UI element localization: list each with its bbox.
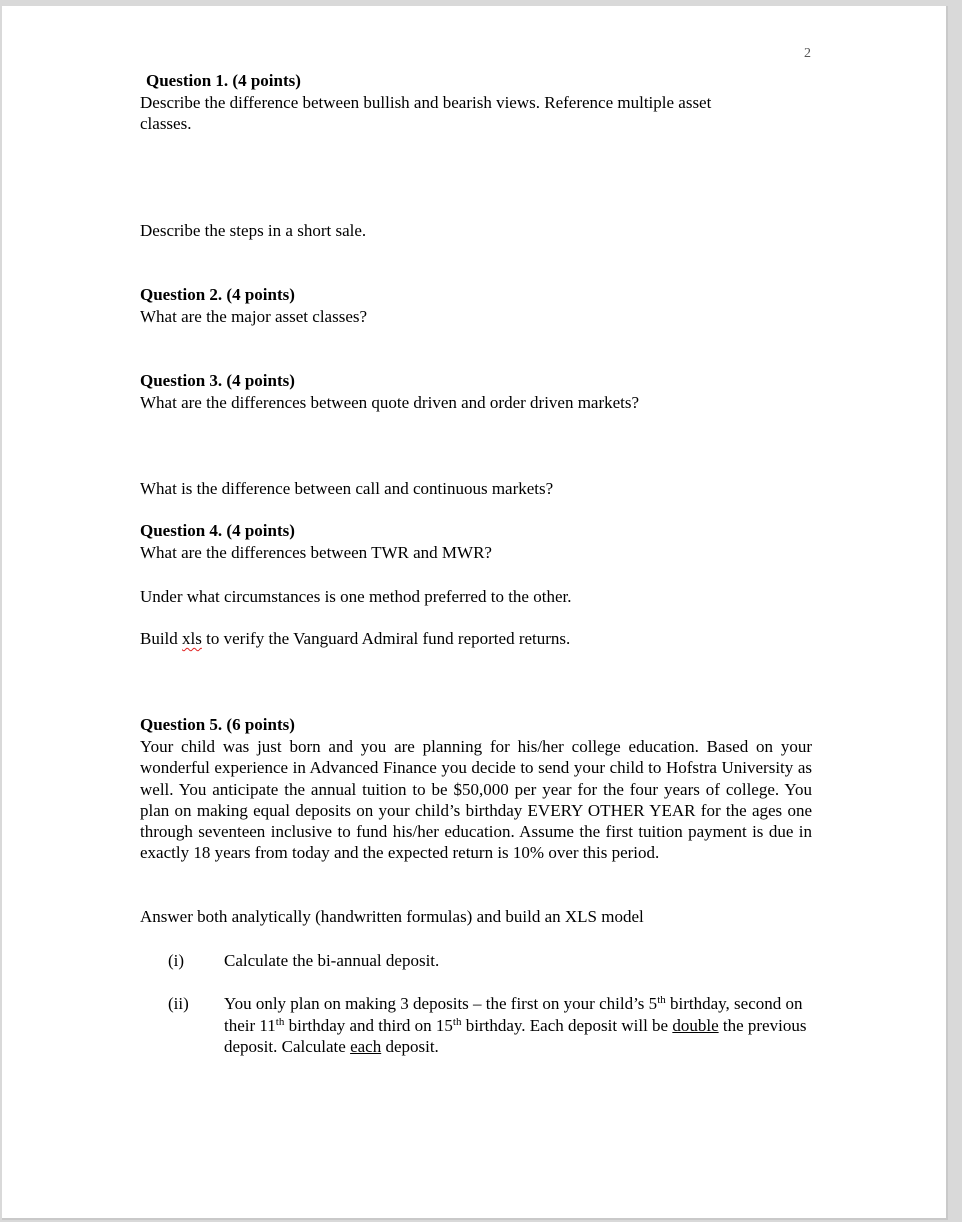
- item-text-part: birthday and third on 15: [284, 1015, 453, 1035]
- item-text-part: birthday. Each deposit will be: [461, 1015, 673, 1035]
- question-4-heading: Question 4. (4 points): [140, 521, 295, 540]
- item-label: (i): [168, 951, 185, 970]
- ordinal-suffix: th: [657, 994, 666, 1006]
- underlined-word-double: double: [672, 1015, 719, 1035]
- question-3-text: What are the differences between quote driven and order driven markets?: [140, 393, 640, 412]
- question-4-part-2: Under what circumstances is one method preferred to the other.: [140, 587, 572, 606]
- question-1-text-line-2: classes.: [140, 114, 192, 133]
- question-5-body: Your child was just born and you are planning for his/her college education. Based on your wonderful experience in Advanced Finance you decide to send your child to Hofstra University as well. You anticipate the annual tuition to be $50,000 per year for the four years of college. You plan on making equal deposits on your child’s birthday EVERY OTHER YEAR for the ages one through seventeen inclusive to fund his/her education. Assume the first tuition payment is due in exactly 18 years from today and the expected return is 10% over this period.: [140, 737, 812, 863]
- item-text-part: birthday, second on their 11: [224, 994, 803, 1035]
- question-1-heading: Question 1. (4 points): [146, 71, 301, 90]
- question-5-instruction: Answer both analytically (handwritten formulas) and build an XLS model: [140, 907, 644, 926]
- question-4-part-3-post: to verify the Vanguard Admiral fund reported returns.: [201, 629, 571, 648]
- question-1-part-2: Describe the steps in a short sale.: [140, 221, 367, 240]
- ordinal-suffix: th: [452, 1015, 462, 1028]
- question-4-part-3: [140, 628, 570, 649]
- item-text: Calculate the bi-annual deposit.: [224, 951, 440, 970]
- question-1-text-line-1: Describe the difference between bullish and bearish views. Reference multiple asset: [140, 93, 712, 112]
- question-3-heading: Question 3. (4 points): [140, 371, 295, 390]
- item-text: [224, 993, 814, 1058]
- item-label: (ii): [168, 994, 189, 1013]
- item-text-part: deposit.: [381, 1037, 439, 1056]
- question-4-part-3-pre: Build: [140, 629, 183, 648]
- question-2-heading: Question 2. (4 points): [140, 285, 295, 304]
- question-4-text: What are the differences between TWR and MWR?: [140, 543, 492, 562]
- underlined-word-each: each: [350, 1037, 382, 1056]
- question-3-part-2: What is the difference between call and continuous markets?: [140, 479, 554, 498]
- item-text-part: You only plan on making 3 deposits – the first on your child’s 5: [224, 994, 658, 1013]
- item-text-part: the previous deposit. Calculate: [224, 1015, 807, 1056]
- question-2-text: What are the major asset classes?: [140, 307, 368, 326]
- ordinal-suffix: th: [275, 1015, 285, 1028]
- document-page: [2, 6, 948, 1220]
- spellcheck-flagged-word[interactable]: xls: [182, 629, 202, 648]
- question-5-heading: Question 5. (6 points): [140, 715, 295, 734]
- page-number: 2: [804, 46, 811, 61]
